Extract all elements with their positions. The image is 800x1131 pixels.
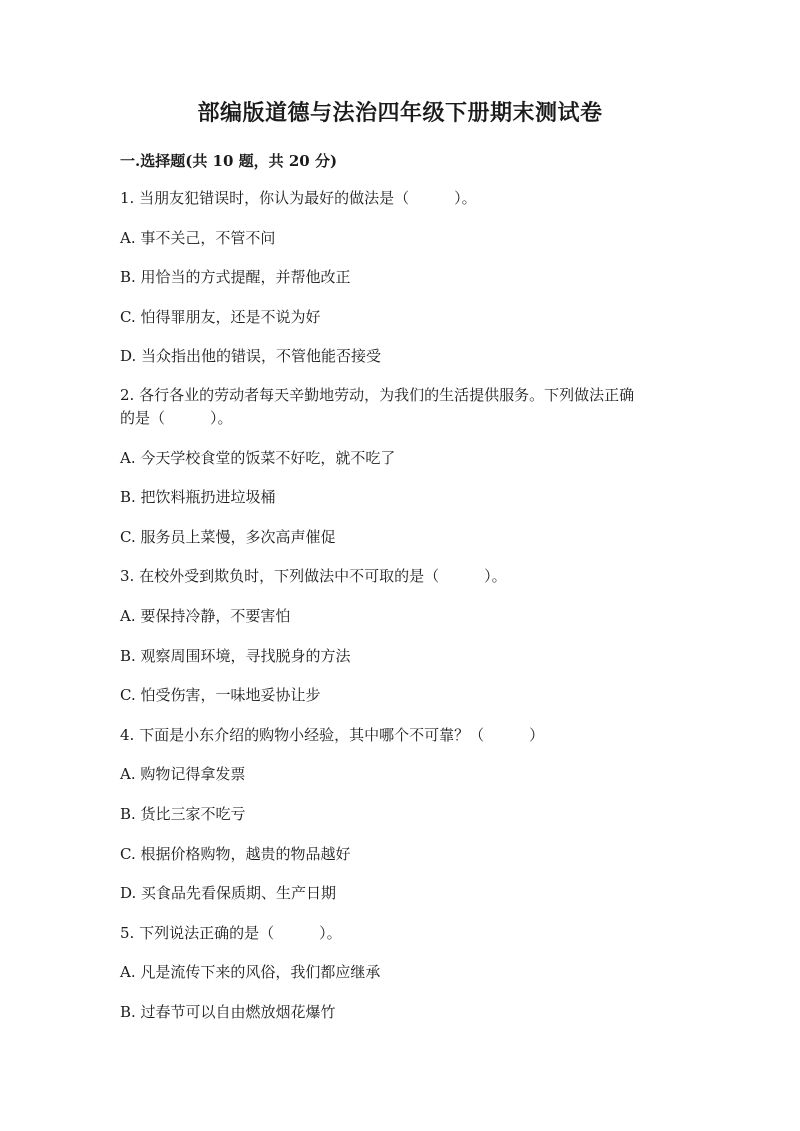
question-1-option-b: B. 用恰当的方式提醒，并帮他改正 xyxy=(120,268,351,286)
page-title: 部编版道德与法治四年级下册期末测试卷 xyxy=(197,100,603,126)
question-3-stem: 3. 在校外受到欺负时，下列做法中不可取的是（ ）。 xyxy=(120,567,507,585)
question-3-option-a: A. 要保持冷静，不要害怕 xyxy=(120,607,291,625)
question-3-option-c: C. 怕受伤害，一味地妥协让步 xyxy=(120,686,321,704)
question-4-option-d: D. 买食品先看保质期、生产日期 xyxy=(120,884,337,902)
question-4-option-b: B. 货比三家不吃亏 xyxy=(120,805,246,823)
question-1-option-a: A. 事不关己，不管不问 xyxy=(120,229,276,247)
question-2-stem-line-1: 2. 各行各业的劳动者每天辛勤地劳动，为我们的生活提供服务。下列做法正确 xyxy=(120,386,635,404)
question-1-stem: 1. 当朋友犯错误时，你认为最好的做法是（ ）。 xyxy=(120,189,477,207)
question-2-option-a: A. 今天学校食堂的饭菜不好吃，就不吃了 xyxy=(120,449,396,467)
question-1-option-c: C. 怕得罪朋友，还是不说为好 xyxy=(120,308,321,326)
question-2-option-c: C. 服务员上菜慢，多次高声催促 xyxy=(120,528,336,546)
question-1-option-d: D. 当众指出他的错误，不管他能否接受 xyxy=(120,347,382,365)
question-5-option-a: A. 凡是流传下来的风俗，我们都应继承 xyxy=(120,963,381,981)
question-2-stem-line-2: 的是（ ）。 xyxy=(120,409,233,427)
section-heading: 一.选择题(共 10 题，共 20 分) xyxy=(120,152,338,170)
question-5-option-b: B. 过春节可以自由燃放烟花爆竹 xyxy=(120,1003,336,1021)
question-5-stem: 5. 下列说法正确的是（ ）。 xyxy=(120,924,342,942)
question-2-option-b: B. 把饮料瓶扔进垃圾桶 xyxy=(120,488,276,506)
question-4-option-c: C. 根据价格购物，越贵的物品越好 xyxy=(120,845,351,863)
question-4-stem: 4. 下面是小东介绍的购物小经验，其中哪个不可靠？（ ） xyxy=(120,726,545,744)
question-3-option-b: B. 观察周围环境，寻找脱身的方法 xyxy=(120,647,351,665)
question-4-option-a: A. 购物记得拿发票 xyxy=(120,765,246,783)
